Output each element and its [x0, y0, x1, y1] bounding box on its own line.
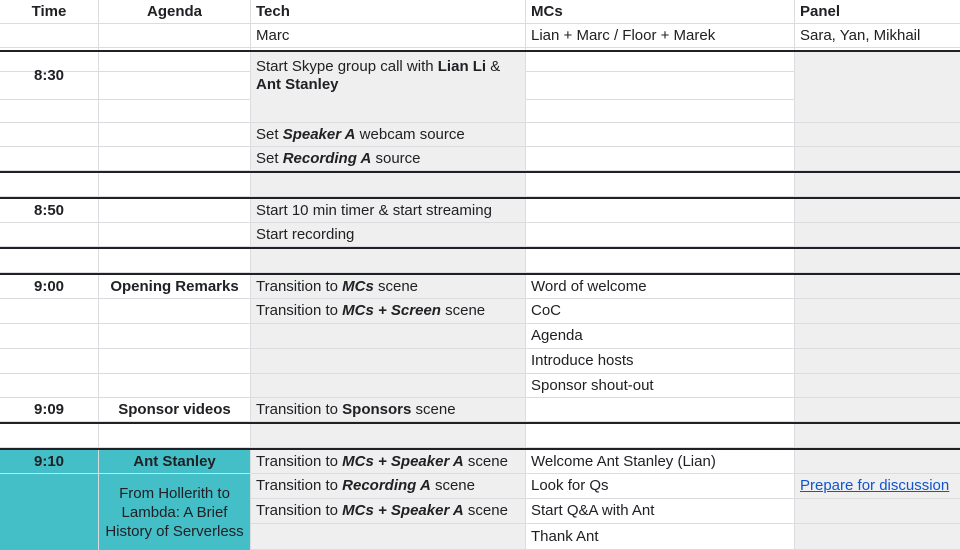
cell-empty[interactable] — [795, 123, 960, 147]
cell-empty[interactable] — [795, 147, 960, 171]
cell-empty[interactable] — [795, 349, 960, 374]
cell-empty[interactable] — [251, 249, 526, 273]
time-merged-cell[interactable] — [0, 474, 99, 550]
cell-empty[interactable] — [795, 524, 960, 550]
cell-empty[interactable] — [0, 299, 99, 324]
cell-empty[interactable] — [526, 147, 795, 171]
cell-empty[interactable] — [795, 324, 960, 349]
cell-empty[interactable] — [0, 123, 99, 147]
mc-cell[interactable]: Introduce hosts — [526, 349, 795, 374]
tech-instruction: Transition to Recording A scene — [256, 477, 475, 494]
agenda-cell[interactable]: Sponsor videos — [99, 398, 251, 422]
cell-empty[interactable] — [0, 324, 99, 349]
time-cell[interactable]: 8:50 — [0, 199, 99, 223]
cell-empty[interactable] — [526, 173, 795, 197]
row-910-1 — [0, 448, 960, 474]
cell-empty[interactable] — [99, 374, 251, 398]
tech-instruction: Set Recording A source — [256, 149, 421, 167]
talk-title-cell[interactable] — [99, 474, 251, 550]
mc-cell[interactable]: Sponsor shout-out — [526, 374, 795, 398]
tech-instruction: Set Speaker A webcam source — [256, 125, 465, 143]
tech-instruction: Start Skype group call with Lian Li & Ant Stanley — [256, 57, 501, 93]
cell-empty[interactable] — [99, 299, 251, 324]
tech-instruction: Transition to MCs + Speaker A scene — [256, 502, 508, 519]
cell-empty[interactable] — [526, 223, 795, 247]
tech-cell[interactable] — [251, 275, 526, 299]
cell-empty[interactable] — [99, 98, 251, 123]
header-agenda[interactable]: Agenda — [99, 0, 251, 24]
row-900-4 — [0, 349, 960, 374]
cell-empty[interactable] — [99, 52, 251, 100]
cell-empty[interactable] — [0, 24, 99, 48]
tech-instruction: Transition to MCs + Speaker A scene — [256, 452, 508, 470]
crew-row — [0, 24, 960, 48]
cell-empty[interactable] — [99, 24, 251, 48]
cell-empty[interactable] — [795, 52, 960, 100]
row-830-1 — [0, 50, 960, 100]
header-panel[interactable]: Panel — [795, 0, 960, 24]
spacer-row — [0, 171, 960, 197]
row-830-4 — [0, 147, 960, 171]
tech-cell[interactable] — [251, 474, 526, 499]
cell-empty[interactable] — [99, 147, 251, 171]
crew-tech[interactable]: Marc — [251, 24, 526, 48]
header-mcs[interactable]: MCs — [526, 0, 795, 24]
cell-empty[interactable] — [251, 324, 526, 349]
cell-empty[interactable] — [99, 424, 251, 448]
cell-empty[interactable] — [99, 324, 251, 349]
row-900-5 — [0, 374, 960, 398]
row-900-2 — [0, 299, 960, 324]
time-cell[interactable]: 8:30 — [0, 52, 99, 100]
cell-empty[interactable] — [0, 424, 99, 448]
mc-cell[interactable]: Welcome Ant Stanley (Lian) — [526, 450, 795, 474]
cell-empty[interactable] — [0, 349, 99, 374]
cell-empty[interactable] — [526, 199, 795, 223]
row-850-2 — [0, 223, 960, 247]
cell-empty[interactable] — [251, 173, 526, 197]
row-850-1 — [0, 197, 960, 223]
agenda-cell[interactable]: Opening Remarks — [99, 275, 251, 299]
agenda-cell[interactable]: Ant Stanley — [99, 450, 251, 474]
cell-empty[interactable] — [0, 173, 99, 197]
cell-empty[interactable] — [0, 249, 99, 273]
cell-empty[interactable] — [795, 299, 960, 324]
cell-empty[interactable] — [526, 52, 795, 100]
cell-empty[interactable] — [795, 249, 960, 273]
cell-empty[interactable] — [795, 450, 960, 474]
cell-empty[interactable] — [795, 98, 960, 123]
tech-cell[interactable] — [251, 499, 526, 524]
tech-cell[interactable] — [251, 398, 526, 422]
cell-empty[interactable] — [251, 524, 526, 550]
cell-empty[interactable] — [251, 349, 526, 374]
tech-cell[interactable] — [251, 147, 526, 171]
cell-empty[interactable] — [526, 424, 795, 448]
time-cell[interactable]: 9:09 — [0, 398, 99, 422]
tech-cell[interactable]: Start recording — [251, 223, 526, 247]
tech-instruction: Transition to MCs + Screen scene — [256, 302, 486, 319]
crew-mcs[interactable]: Lian + Marc / Floor + Marek — [526, 24, 795, 48]
cell-empty[interactable] — [99, 199, 251, 223]
spacer-row — [0, 247, 960, 273]
mc-cell[interactable]: Start Q&A with Ant — [526, 499, 795, 524]
cell-empty[interactable] — [251, 424, 526, 448]
tech-instruction: Transition to MCs scene — [256, 277, 419, 295]
row-900-3 — [0, 324, 960, 349]
crew-panel[interactable]: Sara, Yan, Mikhail — [795, 24, 960, 48]
row-909 — [0, 398, 960, 422]
panel-cell[interactable] — [795, 474, 960, 499]
mc-cell[interactable]: Word of welcome — [526, 275, 795, 299]
cell-empty[interactable] — [0, 374, 99, 398]
cell-empty[interactable] — [795, 223, 960, 247]
row-900-1 — [0, 273, 960, 299]
cell-empty[interactable] — [795, 275, 960, 299]
tech-cell[interactable]: Start 10 min timer & start streaming — [251, 199, 526, 223]
cell-empty[interactable] — [526, 249, 795, 273]
header-row — [0, 0, 960, 24]
cell-empty[interactable] — [99, 349, 251, 374]
row-830-2 — [0, 98, 960, 123]
cell-empty[interactable] — [99, 223, 251, 247]
cell-empty[interactable] — [99, 173, 251, 197]
time-cell[interactable]: 9:00 — [0, 275, 99, 299]
cell-empty[interactable] — [526, 123, 795, 147]
tech-cell[interactable] — [251, 123, 526, 147]
cell-empty[interactable] — [795, 499, 960, 524]
prepare-discussion-link[interactable]: Prepare for discussion — [800, 477, 950, 494]
cell-empty[interactable] — [251, 98, 526, 123]
tech-cell[interactable] — [251, 299, 526, 324]
cell-empty[interactable] — [0, 223, 99, 247]
mc-cell[interactable]: Look for Qs — [526, 474, 795, 499]
row-830-3 — [0, 123, 960, 147]
tech-cell[interactable] — [251, 450, 526, 474]
header-time[interactable]: Time — [0, 0, 99, 24]
mc-cell[interactable]: CoC — [526, 299, 795, 324]
spacer-row — [0, 422, 960, 448]
mc-cell[interactable]: Thank Ant — [526, 524, 795, 550]
cell-empty[interactable] — [795, 424, 960, 448]
time-cell[interactable]: 9:10 — [0, 450, 99, 474]
tech-cell[interactable] — [251, 52, 526, 100]
cell-empty[interactable] — [526, 398, 795, 422]
mc-cell[interactable]: Agenda — [526, 324, 795, 349]
cell-empty[interactable] — [795, 374, 960, 398]
cell-empty[interactable] — [795, 173, 960, 197]
cell-empty[interactable] — [0, 147, 99, 171]
cell-empty[interactable] — [251, 374, 526, 398]
cell-empty[interactable] — [526, 98, 795, 123]
cell-empty[interactable] — [99, 249, 251, 273]
cell-empty[interactable] — [795, 199, 960, 223]
header-tech[interactable]: Tech — [251, 0, 526, 24]
cell-empty[interactable] — [0, 98, 99, 123]
tech-instruction: Transition to Sponsors scene — [256, 400, 456, 418]
cell-empty[interactable] — [99, 123, 251, 147]
talk-title: From Hollerith to Lambda: A Brief History of Serverless — [105, 484, 244, 540]
cell-empty[interactable] — [795, 398, 960, 422]
